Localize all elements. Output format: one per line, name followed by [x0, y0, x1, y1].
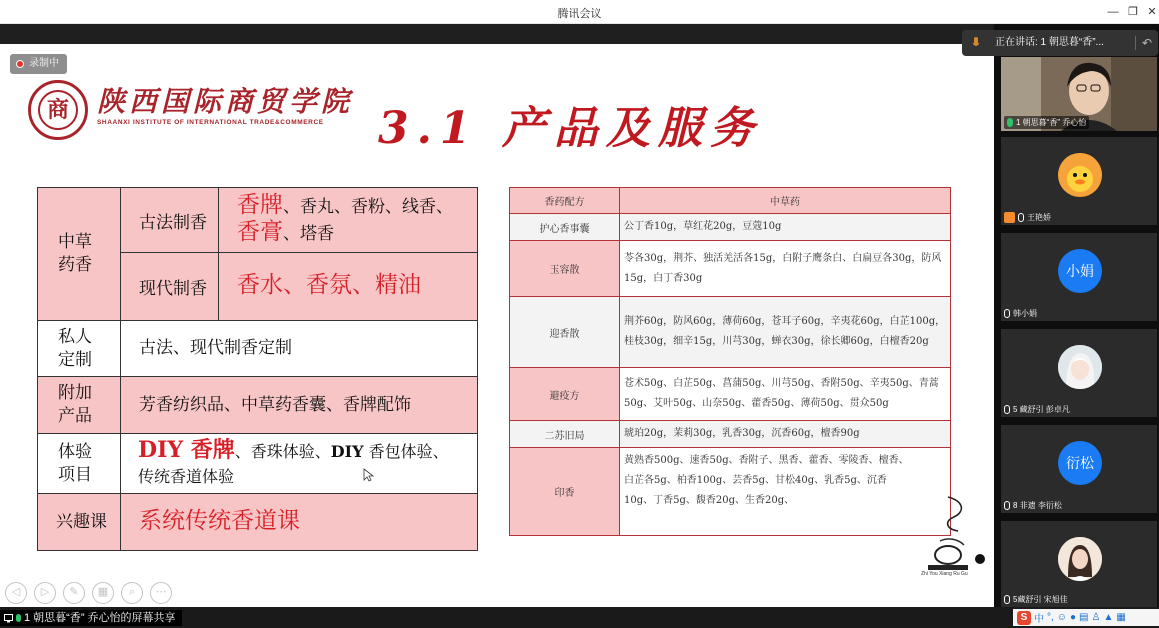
participant-label: [1004, 594, 1068, 605]
formula-content: 公丁香10g，草红花20g，豆蔻10g: [620, 214, 951, 241]
custom-label: 私人 定制: [38, 321, 121, 377]
duck-icon: [1058, 153, 1102, 197]
modern-label: 现代制香: [121, 253, 219, 321]
addon-label: 附加 产品: [38, 377, 121, 434]
formula-table: [509, 187, 951, 536]
mic-icon: [972, 37, 980, 49]
ancient-items: [219, 188, 478, 253]
watermark-text: Zhi You Xiang Ru Gu: [921, 571, 968, 577]
formula-name: 避疫方: [510, 368, 620, 421]
formula-name: 迎香散: [510, 297, 620, 368]
highlight-text: 系统传统香道课: [139, 507, 300, 534]
prev-slide-icon[interactable]: ◁: [5, 582, 27, 604]
highlight-text: 香水、香氛、精油: [237, 272, 421, 298]
product-table: [37, 187, 478, 551]
participant-label: [1004, 308, 1037, 319]
participant-label: [1004, 500, 1062, 511]
participant-tile[interactable]: [1001, 233, 1157, 321]
formula-content: 苍术50g、白芷50g、菖蒲50g、川芎50g、香附50g、辛夷50g、青蒿50g、艾叶50g、山奈50g、藿香50g、薄荷50g、贯众50g: [620, 368, 951, 421]
host-badge-icon: [1004, 212, 1015, 223]
recording-label: 录制中: [29, 58, 59, 69]
mic-muted-icon: [1004, 309, 1010, 318]
text-span: 香包体验、: [363, 442, 449, 461]
participant-label: [1004, 404, 1070, 415]
participant-name: 5藏舒引 宋旭佳: [1013, 595, 1068, 604]
mic-icon: [16, 614, 21, 622]
highlight-text: 香膏: [237, 219, 283, 245]
emoji-icon[interactable]: ☺: [1056, 612, 1067, 623]
skin-icon[interactable]: ▲: [1103, 612, 1114, 623]
participant-tile[interactable]: [1001, 137, 1157, 225]
zoom-icon[interactable]: ⌕: [121, 582, 143, 604]
punctuation-icon[interactable]: °,: [1047, 612, 1054, 623]
keyboard-icon[interactable]: ▤: [1079, 612, 1089, 623]
toolbox-icon[interactable]: ▦: [1116, 612, 1126, 623]
avatar: 衍松: [1058, 441, 1102, 485]
interest-label: 兴趣课: [38, 494, 121, 551]
user-icon[interactable]: ♙: [1091, 612, 1101, 623]
record-dot-icon: [16, 60, 24, 68]
participant-tile[interactable]: [1001, 57, 1157, 131]
shared-screen: [0, 44, 994, 607]
mic-muted-icon: [1004, 405, 1010, 414]
participant-name: 8 非遗 李衍松: [1013, 501, 1062, 510]
highlight-text: 香牌: [237, 192, 283, 218]
text-span: 、香丸、香粉、线香、: [283, 197, 453, 217]
school-name-en: SHAANXI INSTITUTE OF INTERNATIONAL TRADE&COMMERCE: [97, 119, 324, 126]
ime-mode[interactable]: 中: [1034, 614, 1044, 625]
slide-title: 3.1 产品及服务: [378, 103, 762, 154]
minimize-icon[interactable]: —: [1107, 6, 1119, 18]
girl-avatar: [1058, 537, 1102, 581]
bottom-bar: [0, 607, 1159, 628]
separator: [1135, 36, 1136, 50]
system-tray: [1013, 609, 1159, 626]
exp-label: 体验 项目: [38, 434, 121, 494]
formula-name: 二苏旧局: [510, 421, 620, 448]
mic-icon: [1007, 118, 1013, 127]
text-span: DIY: [330, 442, 364, 461]
duck-avatar: [1058, 153, 1102, 197]
mic-muted-icon: [1004, 595, 1010, 604]
girl-portrait-icon: [1058, 537, 1102, 581]
share-label-text: 1 朝思暮“香” 乔心怡的屏幕共享: [24, 612, 176, 624]
formula-content: 苓各30g，荆芥、独活羌活各15g，白附子鹰条白、白扁豆各30g，防风15g，白丁香30g: [620, 241, 951, 297]
mouse-cursor-icon: [363, 468, 375, 482]
interest-value: [121, 494, 478, 551]
text-span: 、塔香: [283, 224, 334, 244]
school-logo: [28, 80, 88, 140]
incense-watermark-icon: [918, 489, 988, 584]
formula-content: 琥珀20g，茉莉30g，乳香30g，沉香60g，檀香90g: [620, 421, 951, 448]
ancient-label: 古法制香: [121, 188, 219, 253]
custom-value: 古法、现代制香定制: [121, 321, 478, 377]
text-span: 、香珠体验、: [234, 442, 331, 461]
formula-content: 荆芥60g，防风60g，薄荷60g，苍耳子60g，辛夷花60g，白芷100g， 桂枝30g，细辛15g，川芎30g，蝉衣30g，徐长卿60g，白檀香20g: [620, 297, 951, 368]
logo-char: 商: [38, 90, 78, 130]
participant-tile[interactable]: [1001, 329, 1157, 417]
participant-label: [1004, 212, 1051, 223]
anime-avatar: [1058, 345, 1102, 389]
participant-name: 5 藏舒引 彭卓凡: [1013, 405, 1070, 414]
formula-content: 黄熟香500g、速香50g、香附子、黑香、藿香、零陵香、檀香、白芷各5g、柏香100g、芸香5g、甘松40g、乳香5g、沉香10g、丁香5g、馥香20g、生香20g、: [620, 448, 951, 536]
cat-herbal: 中草 药香: [38, 188, 121, 321]
restore-icon[interactable]: ❐: [1128, 6, 1138, 18]
mic-muted-icon: [1004, 501, 1010, 510]
mic-muted-icon: [1018, 213, 1024, 222]
formula-name: 护心香事囊: [510, 214, 620, 241]
recording-badge[interactable]: [10, 54, 67, 74]
sogou-ime-icon[interactable]: S: [1017, 611, 1031, 625]
anime-portrait-icon: [1058, 345, 1102, 389]
speaking-text: 正在讲话: 1 朝思暮“香”...: [995, 37, 1104, 48]
modern-items: [219, 253, 478, 321]
formula-name: 印香: [510, 448, 620, 536]
more-options-icon[interactable]: ⋯: [150, 582, 172, 604]
addon-value: 芳香纺织品、中草药香囊、香牌配饰: [121, 377, 478, 434]
speaking-indicator: [962, 30, 1158, 56]
participant-tile[interactable]: [1001, 521, 1157, 607]
close-icon[interactable]: ✕: [1147, 6, 1157, 18]
text-span: 传统香道体验: [138, 467, 235, 486]
screen-share-label: [0, 610, 182, 626]
voice-icon[interactable]: ●: [1070, 612, 1077, 623]
pen-icon[interactable]: ✎: [63, 582, 85, 604]
screen-icon: [4, 614, 13, 623]
highlight-text: DIY 香牌: [138, 437, 235, 463]
exp-value: [121, 434, 478, 494]
participant-name: 王艳娇: [1027, 213, 1051, 222]
participant-tile[interactable]: [1001, 425, 1157, 513]
title-bar: [0, 0, 1159, 24]
formula-name: 玉容散: [510, 241, 620, 297]
header-cell: 中草药: [620, 188, 951, 214]
header-cell: 香药配方: [510, 188, 620, 214]
participant-name: 1 朝思暮“香” 乔心怡: [1016, 118, 1087, 127]
window-title: 腾讯会议: [557, 8, 602, 20]
next-slide-icon[interactable]: ▷: [34, 582, 56, 604]
school-name-cn: 陕西国际商贸学院: [97, 85, 354, 118]
participant-label: [1004, 116, 1089, 129]
avatar: 小娟: [1058, 249, 1102, 293]
participant-name: 韩小娟: [1013, 309, 1037, 318]
slides-grid-icon[interactable]: ▦: [92, 582, 114, 604]
collapse-icon[interactable]: ↶: [1141, 36, 1152, 50]
